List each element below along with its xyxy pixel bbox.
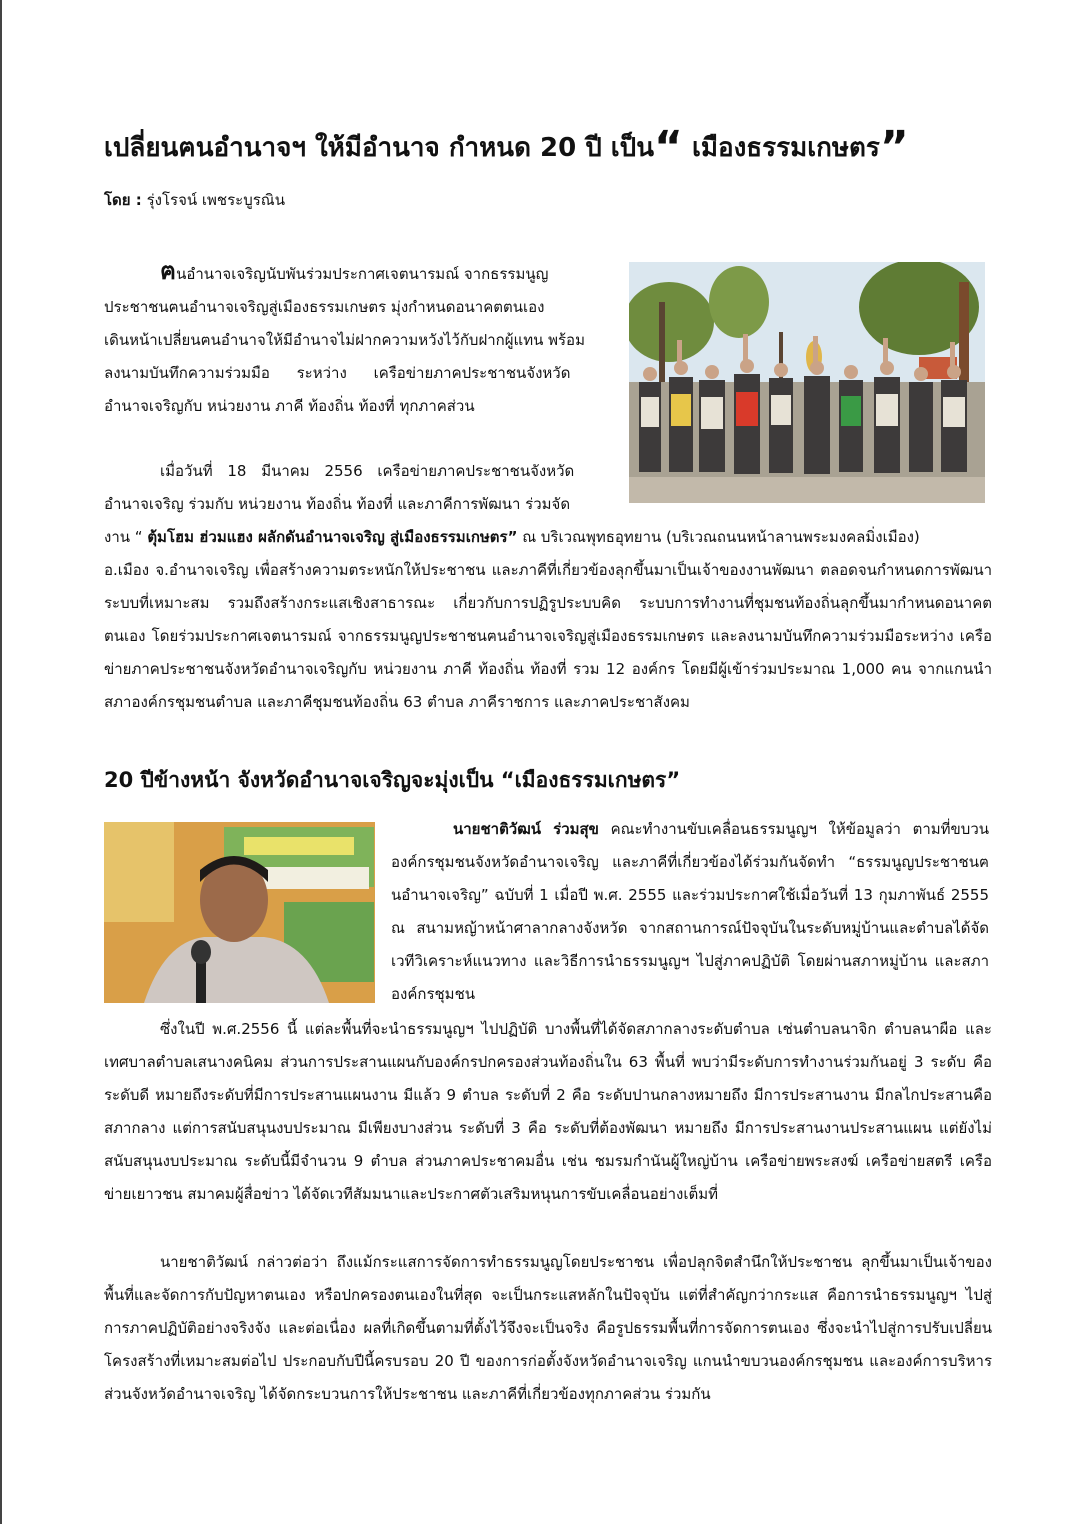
- article-title: [104, 118, 1004, 178]
- byline-author: รุ่งโรจน์ เพชระบูรณิน: [141, 191, 285, 209]
- event-body: อ.เมือง จ.อำนาจเจริญ เพื่อสร้างความตระหนักให้ประชาชน และภาคีที่เกี่ยวข้องลุกขึ้นมาเป็นเจ้าของงานพัฒนา ตลอดจนกำหนดการพัฒนาระบบที่เหมาะสม รวมถึงสร้างกระแสเชิงสาธารณะ เกี่ยวกับการปฏิรูประบบคิด ระบบการทำงานที่ชุมชนท้องถิ่นลุกขึ้นมากำหนดอนาคตตนเอง โดยร่วมประกาศเจตนารมณ์ จากธรรมนูญประชาชนฅนอำนาจเจริญสู่เมืองธรรมเกษตร และลงนามบันทึกความร่วมมือระหว่าง เครือข่ายภาคประชาชนจังหวัดอำนาจเจริญกับ หน่วยงาน ภาคี ท้องถิ่น ท้องที่ รวม 12 องค์กร โดยมีผู้เข้าร่วมประมาณ 1,000 คน จากแกนนำสภาองค์กรชุมชนตำบล และภาคีชุมชนท้องถิ่น 63 ตำบล ภาคีราชการ และภาคประชาสังคม: [104, 561, 992, 711]
- event-line-1: เมื่อวันที่ 18 มีนาคม 2556 เครือข่ายภาคประชาชนจังหวัด: [160, 462, 575, 480]
- intro-line-4: ลงนามบันทึกความร่วมมือ ระหว่าง เครือข่ายภาคประชาชนจังหวัด: [104, 364, 571, 382]
- crowd-photo: [629, 262, 985, 503]
- speaker-paragraph: [391, 813, 989, 1011]
- paragraph-2: [104, 1013, 992, 1211]
- title-close-quote: ”: [879, 122, 909, 173]
- title-open-quote: “: [653, 122, 683, 173]
- byline: [104, 188, 285, 212]
- event-title: ตุ้มโฮม ฮ่วมแฮง ผลักดันอำนาจเจริญ สู่เมืองธรรมเกษตร”: [147, 528, 518, 546]
- intro-paragraph: [104, 255, 609, 423]
- title-main: เปลี่ยนฅนอำนาจฯ ให้มีอำนาจ กำหนด 20 ปี เป็น: [104, 133, 654, 163]
- intro-line-3: เดินหน้าเปลี่ยนฅนอำนาจให้มีอำนาจไม่ฝากความหวังไว้กับฝากผู้แทน พร้อม: [104, 331, 585, 349]
- crowd-photo-illustration: [629, 262, 985, 503]
- byline-label: โดย :: [104, 191, 142, 209]
- event-line3-prefix: งาน “: [104, 528, 148, 546]
- speaker-photo-illustration: [104, 822, 375, 1003]
- paragraph-3: [104, 1246, 992, 1411]
- event-line3-suffix: ณ บริเวณพุทธอุทยาน (บริเวณถนนหน้าลานพระมงคลมิ่งเมือง): [517, 528, 920, 546]
- title-quoted: เมืองธรรมเกษตร: [682, 133, 880, 163]
- event-paragraph-top: [104, 455, 609, 521]
- speaker-text: คณะทำงานขับเคลื่อนธรรมนูญฯ ให้ข้อมูลว่า ตามที่ขบวนองค์กรชุมชนจังหวัดอำนาจเจริญ และภาคีที่เกี่ยวข้องได้ร่วมกันจัดทำ “ธรรมนูญประชาชนฅนอำนาจเจริญ” ฉบับที่ 1 เมื่อปี พ.ศ. 2555 และร่วมประกาศใช้เมื่อวันที่ 13 กุมภาพันธ์ 2555 ณ สนามหญ้าหน้าศาลากลางจังหวัด จากสถานการณ์ปัจจุบันในระดับหมู่บ้านและตำบลได้จัดเวทีวิเคราะห์แนวทาง และวิธีการนำธรรมนูญฯ ไปสู่ภาคปฏิบัติ โดยผ่านสภาหมู่บ้าน และสภาองค์กรชุมชน: [391, 820, 989, 1003]
- event-line-3: [104, 521, 992, 554]
- intro-line-1: นอำนาจเจริญนับพันร่วมประกาศเจตนารมณ์ จากธรรมนูญ: [176, 265, 549, 283]
- dropcap: ฅ: [160, 257, 177, 285]
- paragraph-2-text: ซึ่งในปี พ.ศ.2556 นี้ แต่ละพื้นที่จะนำธรรมนูญฯ ไปปฏิบัติ บางพื้นที่ได้จัดสภากลางระดับตำบล เช่นตำบลนาจิก ตำบลนาผือ และเทศบาลตำบลเสนางคนิคม ส่วนการประสานแผนกับองค์กรปกครองส่วนท้องถิ่นใน 63 พื้นที่ พบว่ามีระดับการทำงานร่วมกันอยู่ 3 ระดับ คือ ระดับดี หมายถึงระดับที่มีการประสานแผนงาน มีแล้ว 9 ตำบล ระดับที่ 2 คือ ระดับปานกลางหมายถึง มีการประสานงาน มีกลไกประสานคือสภากลาง แต่การสนับสนุนงบประมาณ มีเพียงบางส่วน ระดับที่ 3 คือ ระดับที่ต้องพัฒนา หมายถึง มีการประสานงานประสานแผน แต่ยังไม่สนับสนุนงบประมาณ ระดับนี้มีจำนวน 9 ตำบล ส่วนภาคประชาคมอื่น เช่น ชมรมกำนันผู้ใหญ่บ้าน เครือข่ายพระสงฆ์ เครือข่ายสตรี เครือข่ายเยาวชน สมาคมผู้สื่อข่าว ได้จัดเวทีสัมมนาและประกาศตัวเสริมหนุนการขับเคลื่อนอย่างเต็มที่: [104, 1020, 992, 1203]
- speaker-photo: [104, 822, 375, 1003]
- speaker-name: นายชาติวัฒน์ ร่วมสุข: [453, 820, 599, 838]
- section-heading: 20 ปีข้างหน้า จังหวัดอำนาจเจริญจะมุ่งเป็น “เมืองธรรมเกษตร”: [104, 768, 681, 792]
- event-paragraph: [104, 521, 992, 719]
- paragraph-3-text: นายชาติวัฒน์ กล่าวต่อว่า ถึงแม้กระแสการจัดการทำธรรมนูญโดยประชาชน เพื่อปลุกจิตสำนึกให้ประชาชน ลุกขึ้นมาเป็นเจ้าของพื้นที่และจัดการกับปัญหาตนเอง หรือปกครองตนเองในที่สุด จะเป็นกระแสหลักในปัจจุบัน แต่ที่สำคัญกว่ากระแส คือการนำธรรมนูญฯ ไปสู่การภาคปฏิบัติอย่างจริงจัง และต่อเนื่อง ผลที่เกิดขึ้นตามที่ตั้งไว้จึงจะเป็นจริง คือรูปธรรมพื้นที่การจัดการตนเอง ซึ่งจะนำไปสู่การปรับเปลี่ยนโครงสร้างที่เหมาะสมต่อไป ประกอบกับปีนี้ครบรอบ 20 ปี ของการก่อตั้งจังหวัดอำนาจเจริญ แกนนำขบวนองค์กรชุมชน และองค์การบริหารส่วนจังหวัดอำนาจเจริญ ได้จัดกระบวนการให้ประชาชน และภาคีที่เกี่ยวข้องทุกภาคส่วน ร่วมกัน: [104, 1253, 992, 1403]
- intro-line-2: ประชาชนฅนอำนาจเจริญสู่เมืองธรรมเกษตร มุ่งกำหนดอนาคตตนเอง: [104, 298, 545, 316]
- intro-line-5: อำนาจเจริญกับ หน่วยงาน ภาคี ท้องถิ่น ท้องที่ ทุกภาคส่วน: [104, 397, 475, 415]
- event-line-2: อำนาจเจริญ ร่วมกับ หน่วยงาน ท้องถิ่น ท้องที่ และภาคีการพัฒนา ร่วมจัด: [104, 495, 571, 513]
